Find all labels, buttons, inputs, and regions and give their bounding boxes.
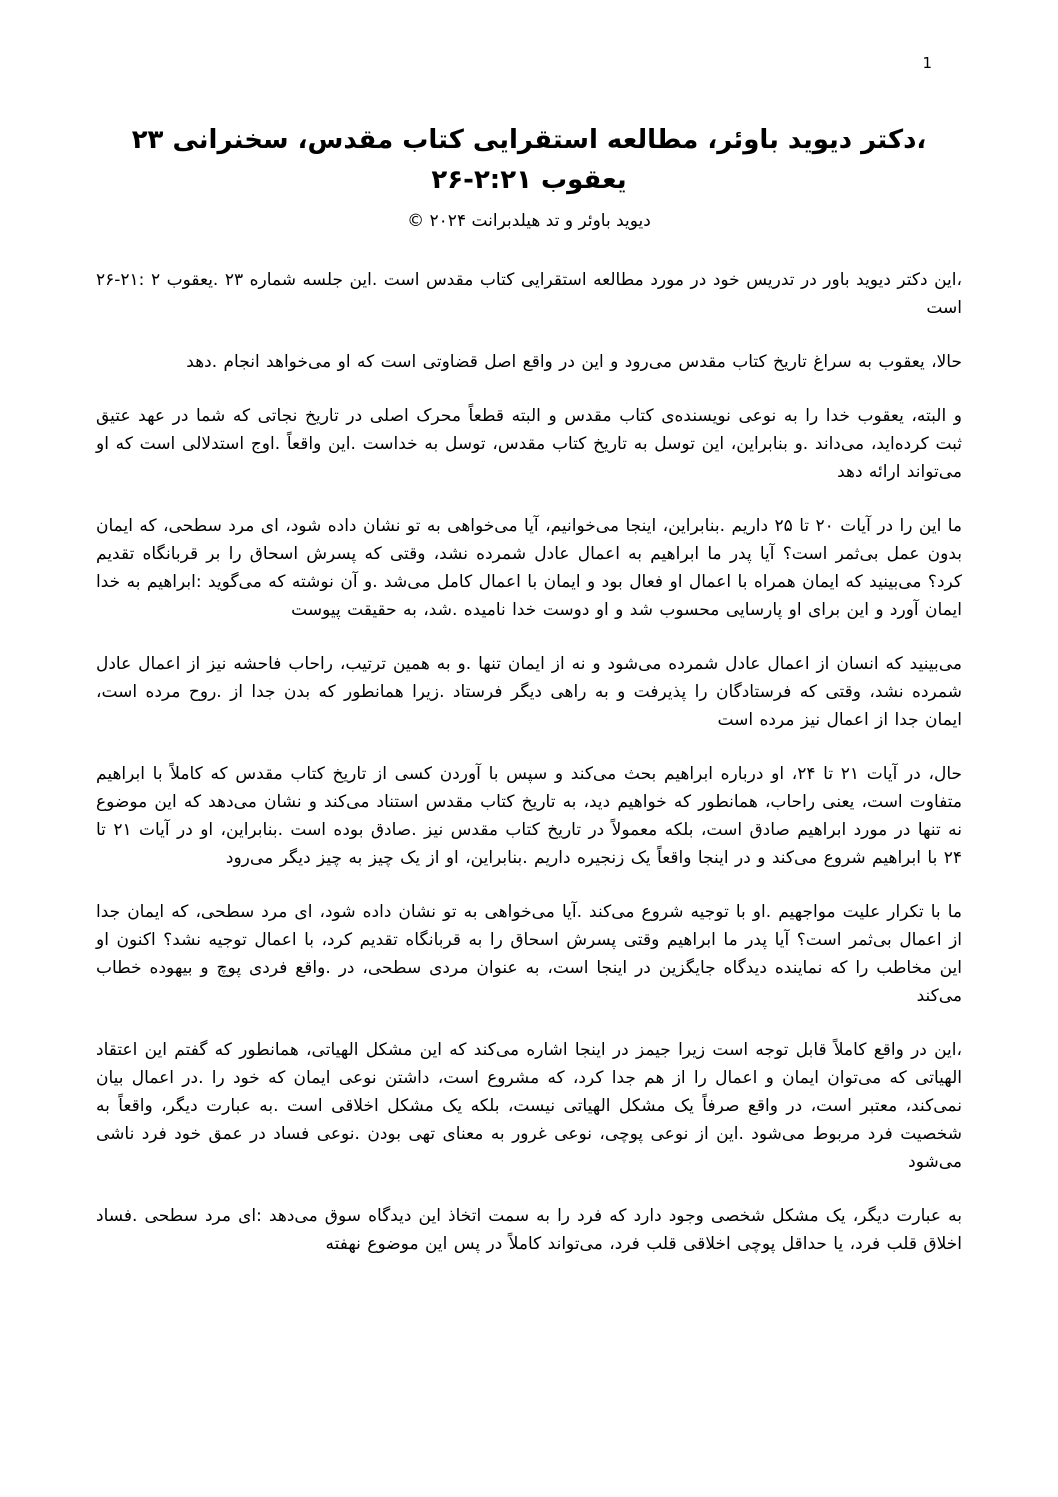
- paragraph: می‌بینید که انسان از اعمال عادل شمرده می‌شود و نه از ایمان تنها .و به همین ترتیب، راحاب فاحشه نیز از اعمال عادل شمرده نشد، وقتی که فرستادگان را پذیرفت و به راهی دیگر فرستاد .زیرا همانطور که بدن جدا از .روح مرده است، ایمان جدا از اعمال نیز مرده است: [96, 654, 962, 731]
- paragraph: ما با تکرار علیت مواجهیم .او با توجیه شروع می‌کند .آیا می‌خواهی به تو نشان داده شود، ای مرد سطحی، که ایمان جدا از اعمال بی‌ثمر است؟ آیا پدر ما ابراهیم وقتی پسرش اسحاق را به قربانگاه تقدیم کرد، با اعمال توجیه نشد؟ اکنون او این مخاطب را که نماینده دیدگاه جایگزین در اینجا است، به عنوان مردی سطحی، در .واقع فردی پوچ و بیهوده خطاب می‌کند: [96, 902, 962, 1007]
- document-title-line1: ،دکتر دیوید باوئر، مطالعه استقرایی کتاب مقدس، سخنرانی ۲۳: [131, 125, 927, 155]
- document-title: [96, 120, 962, 201]
- document-header: [96, 120, 962, 234]
- document-title-line2: یعقوب ۲:۲۱-۲۶: [431, 165, 627, 196]
- page-number: 1: [922, 54, 932, 72]
- paragraph: ،این دکتر دیوید باور در تدریس خود در مورد مطالعه استقرایی کتاب مقدس است .این جلسه شماره ۲۳ .یعقوب ۲ :۲۱-۲۶ است: [96, 270, 963, 319]
- paragraph: و البته، یعقوب خدا را به نوعی نویسنده‌ی کتاب مقدس و البته قطعاً محرک اصلی در تاریخ نجاتی که شما در عهد عتیق ثبت کرده‌اید، می‌داند .و بنابراین، این توسل به تاریخ کتاب مقدس، توسل به خداست .این واقعاً .اوج استدلالی است که او می‌تواند ارائه دهد: [96, 406, 962, 483]
- paragraph: به عبارت دیگر، یک مشکل شخصی وجود دارد که فرد را به سمت اتخاذ این دیدگاه سوق می‌دهد :ای مرد سطحی .فساد اخلاق قلب فرد، یا حداقل پوچی اخلاقی قلب فرد، می‌تواند کاملاً در پس این موضوع نهفته: [96, 1206, 962, 1255]
- paragraph: ،این در واقع کاملاً قابل توجه است زیرا جیمز در اینجا اشاره می‌کند که این مشکل الهیاتی، همانطور که گفتم این اعتقاد الهیاتی که می‌توان ایمان و اعمال را از هم جدا کرد، که مشروع است، داشتن نوعی ایمان که خود را .در اعمال بیان نمی‌کند، معتبر است، در واقع صرفاً یک مشکل الهیاتی نیست، بلکه یک مشکل اخلاقی است .به عبارت دیگر، واقعاً به شخصیت فرد مربوط می‌شود .این از نوعی پوچی، نوعی غرور به معنای تهی بودن .نوعی فساد در عمق خود فرد ناشی می‌شود: [96, 1040, 962, 1173]
- paragraph: حالا، یعقوب به سراغ تاریخ کتاب مقدس می‌رود و این در واقع اصل قضاوتی است که او می‌خواهد انجام .دهد: [186, 352, 962, 373]
- paragraph: حال، در آیات ۲۱ تا ۲۴، او درباره ابراهیم بحث می‌کند و سپس با آوردن کسی از تاریخ کتاب مقدس که کاملاً با ابراهیم متفاوت است، یعنی راحاب، همانطور که خواهیم دید، به تاریخ کتاب مقدس استناد می‌کند و نشان می‌دهد که این موضوع نه تنها در مورد ابراهیم صادق است، بلکه معمولاً در تاریخ کتاب مقدس نیز .صادق بوده است .بنابراین، او در آیات ۲۱ تا ۲۴ با ابراهیم شروع می‌کند و در اینجا واقعاً یک زنجیره داریم .بنابراین، او از یک چیز به چیز دیگر می‌رود: [96, 764, 963, 869]
- paragraph: ما این را در آیات ۲۰ تا ۲۵ داریم .بنابراین، اینجا می‌خوانیم، آیا می‌خواهی به تو نشان داده شود، ای مرد سطحی، که ایمان بدون عمل بی‌ثمر است؟ آیا پدر ما ابراهیم به اعمال عادل شمرده نشد، وقتی که پسرش اسحاق را بر قربانگاه تقدیم کرد؟ می‌بینید که ایمان همراه با اعمال او فعال بود و ایمان با اعمال کامل می‌شد .و آن نوشته که می‌گوید :ابراهیم به خدا ایمان آورد و این برای او پارسایی محسوب شد و او دوست خدا نامیده .شد، به حقیقت پیوست: [96, 516, 963, 621]
- copyright-line: دیوید باوئر و تد هیلدبرانت ۲۰۲۴ ©: [407, 210, 651, 231]
- document-body: [96, 266, 962, 1258]
